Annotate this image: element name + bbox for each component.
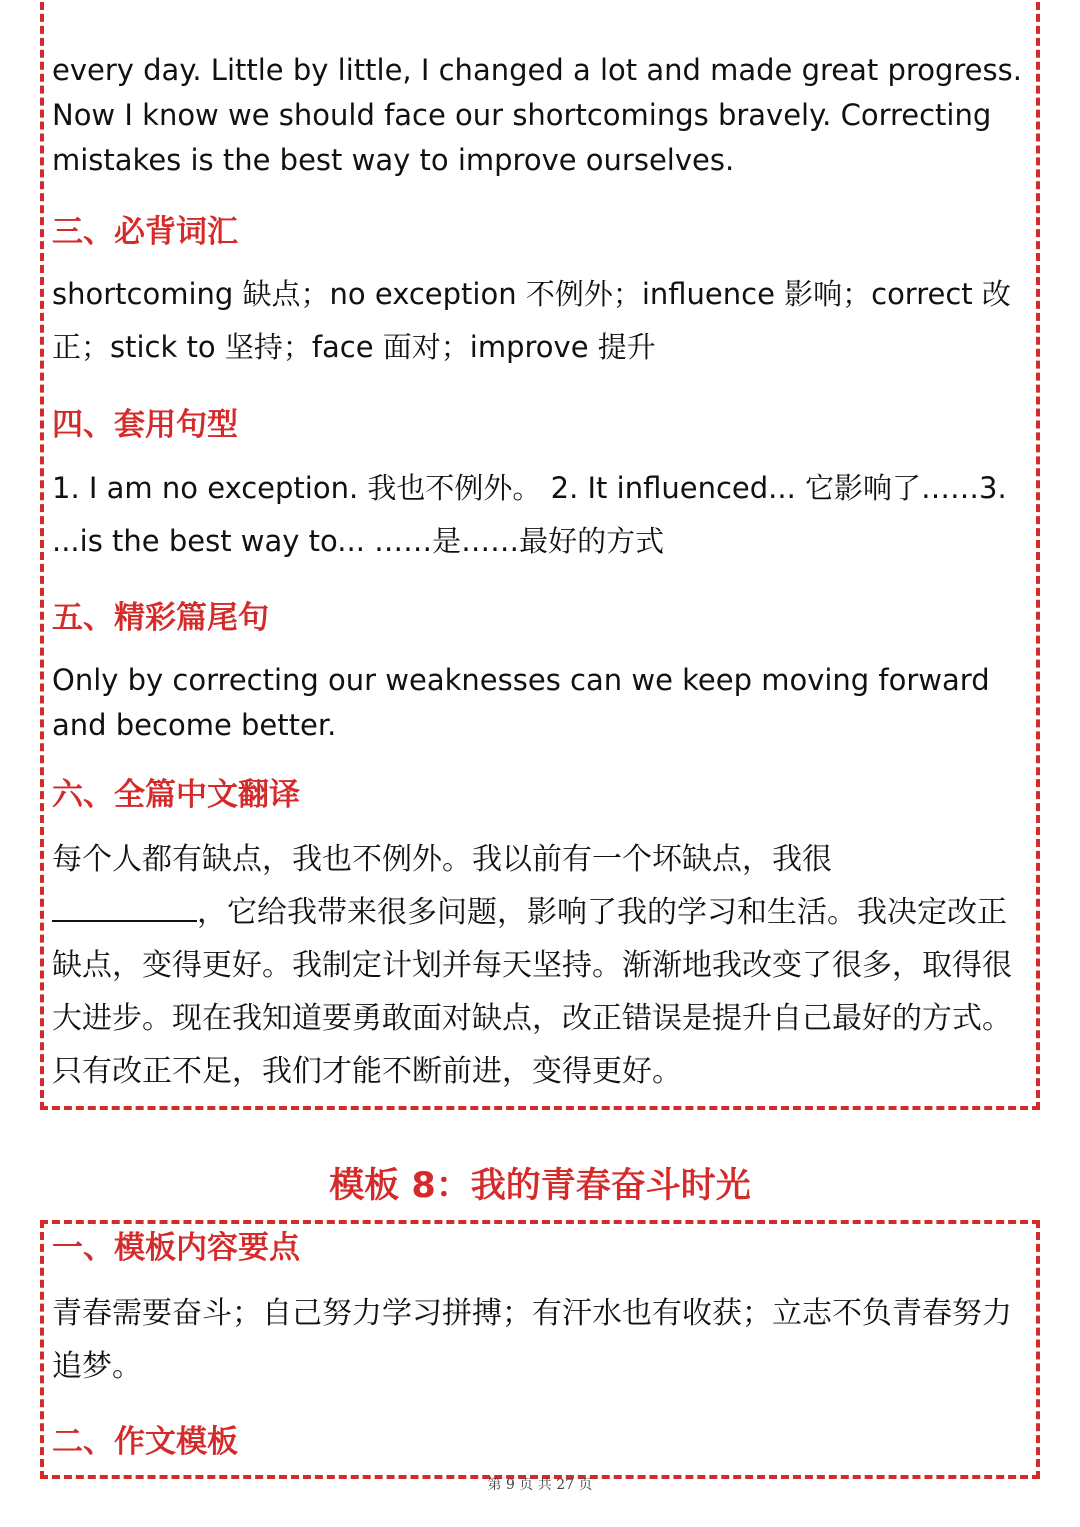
translation-part-2: ，它给我带来很多问题，影响了我的学习和生活。我决定改正缺点，变得更好。我制定计划并每天坚持。渐渐地我改变了很多，取得很大进步。现在我知道要勇敢面对缺点，改正错误是提升自己最好的方式。只有改正不足，我们才能不断前进，变得更好。	[52, 895, 1012, 1089]
patterns-paragraph: 1. I am no exception. 我也不例外。 2. It influenced... 它影响了……3. ...is the best way to... ……是……最好的方式	[52, 471, 1007, 558]
translation-heading: 六、全篇中文翻译	[52, 777, 300, 813]
vocab-paragraph: shortcoming 缺点；no exception 不例外；influence 影响；correct 改正；stick to 坚持；face 面对；improve 提升	[52, 277, 1011, 364]
ending-heading: 五、精彩篇尾句	[52, 600, 269, 636]
template-heading: 二、作文模板	[52, 1424, 238, 1460]
template-title: 模板 8：我的青春奋斗时光	[329, 1166, 751, 1207]
translation-paragraph	[52, 833, 1022, 1098]
vocab-heading: 三、必背词汇	[52, 214, 238, 250]
key-points-heading: 一、模板内容要点	[52, 1230, 300, 1266]
translation-part-1: 每个人都有缺点，我也不例外。我以前有一个坏缺点，我很	[52, 842, 832, 877]
page-footer: 第 9 页 共 27 页	[487, 1477, 593, 1493]
key-points-paragraph: 青春需要奋斗；自己努力学习拼搏；有汗水也有收获；立志不负青春努力追梦。	[52, 1296, 1012, 1384]
patterns-heading: 四、套用句型	[52, 407, 238, 443]
intro-paragraph: every day. Little by little, I changed a lot and made great progress. Now I know we should face our shortcomings bravely. Correcting mistakes is the best way to improve ourselves.	[52, 53, 1022, 177]
ending-paragraph: Only by correcting our weaknesses can we keep moving forward and become better.	[52, 663, 990, 742]
fill-in-blank	[52, 886, 197, 922]
